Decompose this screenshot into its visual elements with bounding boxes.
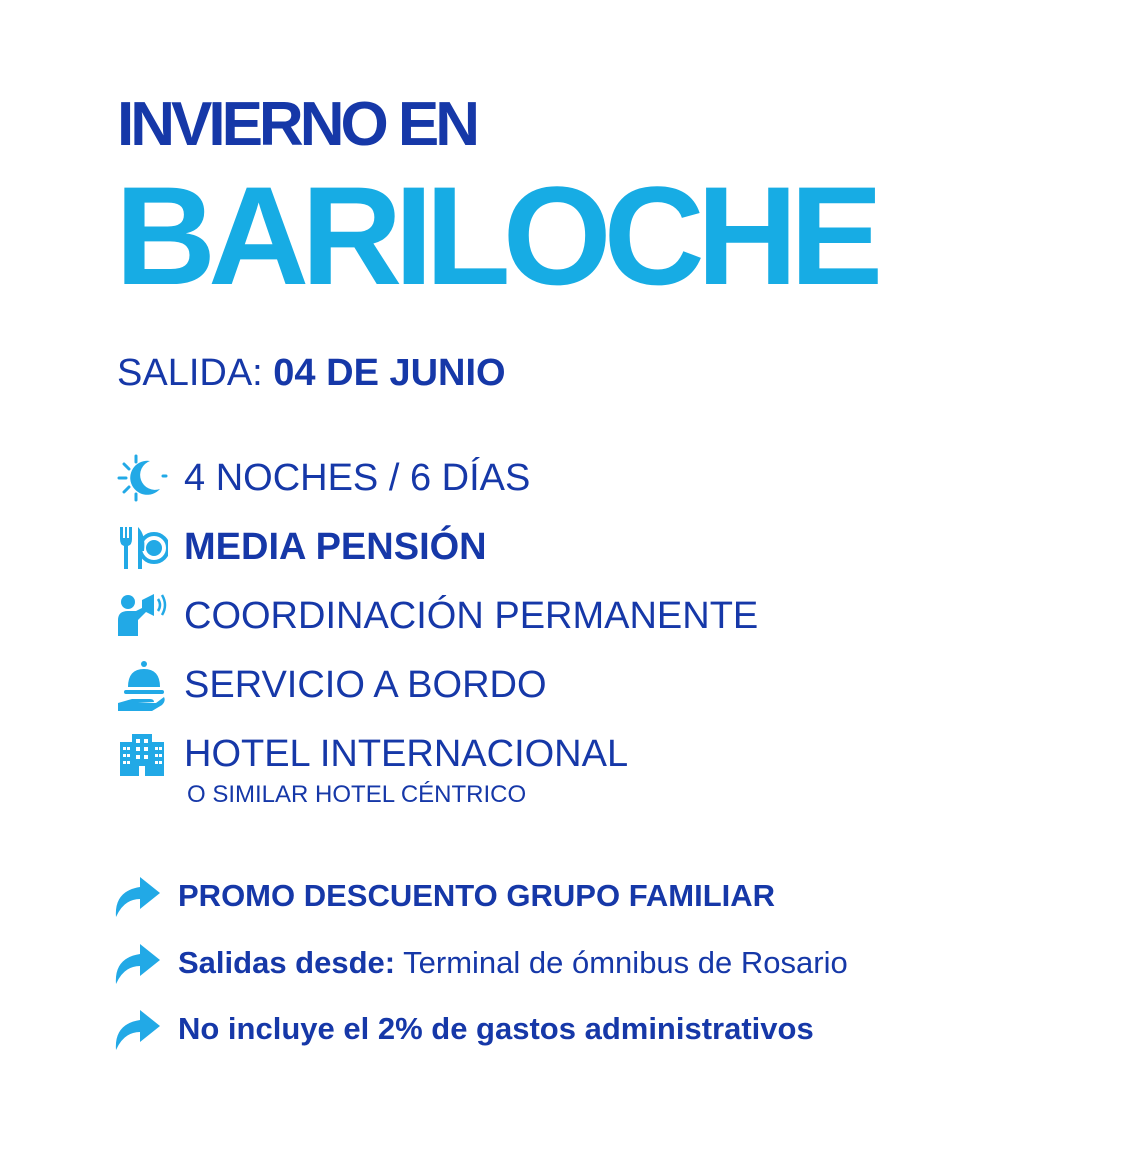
hotel-building-icon [116, 728, 168, 780]
arrow-icon [112, 940, 162, 986]
note-text [178, 1009, 814, 1049]
pre-title: INVIERNO EN [117, 90, 477, 159]
dining-icon [116, 521, 168, 573]
note-bold: PROMO DESCUENTO GRUPO FAMILIAR [178, 878, 776, 913]
feature-subtext: O SIMILAR HOTEL CÉNTRICO [187, 781, 527, 808]
feature-text: SERVICIO A BORDO [184, 664, 547, 706]
note-bold: Salidas desde: [178, 945, 396, 980]
feature-item-duration [116, 452, 530, 504]
departure-date: 04 DE JUNIO [273, 352, 506, 394]
note-regular: Terminal de ómnibus de Rosario [395, 945, 848, 980]
note-text [178, 943, 848, 983]
feature-text: COORDINACIÓN PERMANENTE [184, 595, 759, 637]
megaphone-person-icon [116, 590, 168, 642]
arrow-icon [112, 873, 162, 919]
note-text [178, 876, 775, 916]
day-night-icon [116, 452, 168, 504]
feature-item-meals [116, 521, 487, 573]
arrow-icon [112, 1006, 162, 1052]
page-title: BARILOCHE [115, 157, 876, 314]
feature-text: 4 NOCHES / 6 DÍAS [184, 457, 531, 499]
feature-text: MEDIA PENSIÓN [184, 526, 487, 568]
food-service-icon [116, 659, 168, 711]
note-item-promo [112, 872, 775, 920]
note-item-departures [112, 939, 848, 987]
note-bold: No incluye el 2% de gastos administrativos [178, 1011, 814, 1046]
feature-item-hotel [116, 728, 628, 780]
feature-item-coordination [116, 590, 758, 642]
feature-text: HOTEL INTERNACIONAL [184, 733, 629, 775]
note-item-fees [112, 1005, 814, 1053]
departure-line [117, 350, 506, 396]
departure-label: SALIDA: [117, 352, 263, 394]
feature-item-onboard-service [116, 659, 547, 711]
